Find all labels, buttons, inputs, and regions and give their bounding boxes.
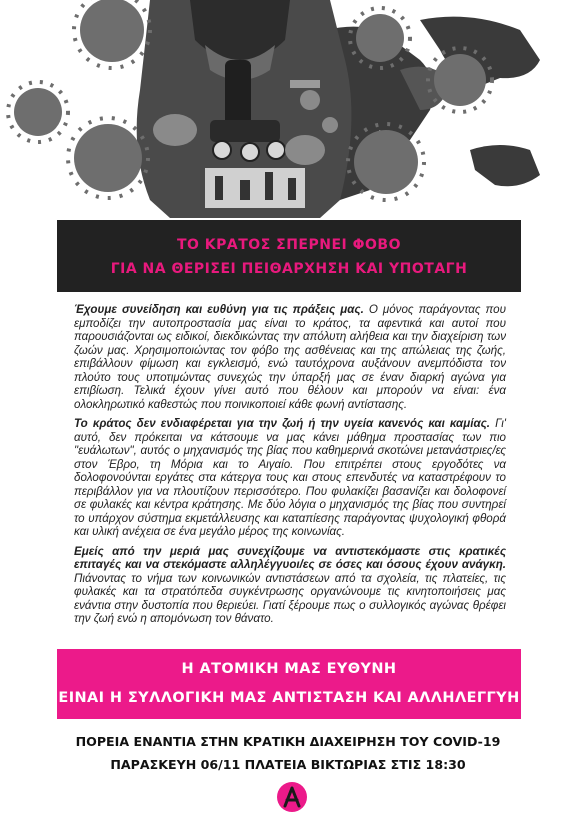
slogan-band <box>57 649 521 719</box>
paragraph-2-rest: Γι' αυτό, δεν πρόκειται να κάτσουμε να μας κάνει μάθημα προστασίας των πιο "ευάλωτων", αυτός ο μηχανισμός της βίας που καθημερινά σκοτώνει μετανάστριες/ες στον Έβρο, τη Μόρια και το Αιγαίο. Που επιτρέπει στους εργοδότες να δολοφονούνται εργάτες στα κάτεργα τους και στους επενδυτές να καταστρέφουν το περιβάλλον για να πλουτίζουν περισσότερο. Που φυλακίζει βασανίζει και δολοφονεί σε φυλακές και κέντρα κράτησης. Με δύο λόγια ο μηχανισμός της βίας που συντηρεί το υπάρχον σύστημα εκμετάλλευσης και καταπίεσης παράγοντας ψυχολογική φθορά και υλική ανέχεια σε ένα μεγάλο μέρος της κοινωνίας. <box>74 417 506 538</box>
microscope-lens <box>213 141 231 159</box>
body-text <box>74 303 506 632</box>
paragraph-2 <box>74 417 506 539</box>
anarchy-a-icon <box>277 782 307 812</box>
slogan-line-2: ΕΙΝΑΙ Η ΣΥΛΛΟΓΙΚΗ ΜΑΣ ΑΝΤΙΣΤΑΣΗ ΚΑΙ ΑΛΛΗΛΕΓΓΥΗ <box>58 690 520 706</box>
medal <box>322 117 338 133</box>
illustration-icon <box>0 0 576 218</box>
illustration <box>0 0 576 218</box>
paragraph-3 <box>74 545 506 626</box>
microscope-lens <box>241 143 259 161</box>
paragraph-1-rest: Ο μόνος παράγοντας που εμποδίζει την αυτοπροστασία μας είναι το κράτος, τα αφεντικά και αυτοί που παρουσιάζονται ως ειδικοί, διεκδικώντας την απόλυτη αλήθεια και την διαχείριση των ζωών μας. Χρησιμοποιώντας τον φόβο της ασθένειας και της απώλειας της ζωής, επιβάλλουν φίμωση και εγκλεισμό, ενώ ταυτόχρονα αυξάνουν ανεμπόδιστα τον πλούτο τους υποτιμώντας συνεχώς την ύπαρξή μας σε έναν διαρκή αγώνα για επιβίωση. Τελικά έχουν γίνει αυτό που θέλουν και μπορούν να είναι: ένα ολοκληρωτικό καθεστώς που ποινικοποιεί κάθε φωνή αντίστασης. <box>74 303 506 411</box>
header-line-2: ΓΙΑ ΝΑ ΘΕΡΙΣΕΙ ΠΕΙΘΑΡΧΗΣΗ ΚΑΙ ΥΠΟΤΑΓΗ <box>110 261 468 277</box>
paragraph-1-lead: Έχουμε συνείδηση και ευθύνη για τις πράξεις μας. <box>74 303 364 316</box>
virus-icon <box>74 0 150 68</box>
microscope-lens <box>267 141 285 159</box>
medal-ribbon <box>290 80 320 88</box>
paragraph-1 <box>74 303 506 411</box>
hand <box>153 114 197 146</box>
event-line-1: ΠΟΡΕΙΑ ΕΝΑΝΤΙΑ ΣΤΗΝ ΚΡΑΤΙΚΗ ΔΙΑΧΕΙΡΗΣΗ ΤΟΥ COVID-19 <box>75 734 501 749</box>
tiny-figure <box>215 176 223 200</box>
tiny-figure <box>288 178 296 200</box>
header-band <box>57 220 521 292</box>
hand <box>285 135 325 165</box>
medal <box>300 90 320 110</box>
map-continent <box>470 145 540 186</box>
virus-icon <box>68 118 148 198</box>
event-line-2: ΠΑΡΑΣΚΕΥΗ 06/11 ΠΛΑΤΕΙΑ ΒΙΚΤΩΡΙΑΣ ΣΤΙΣ 18:30 <box>110 757 466 772</box>
tiny-figure <box>265 172 273 200</box>
tiny-figure <box>240 180 250 200</box>
paragraph-2-lead: Το κράτος δεν ενδιαφέρεται για την ζωή ή την υγεία κανενός και καμίας. <box>74 417 491 430</box>
event-info <box>40 734 536 773</box>
paragraph-3-lead: Εμείς από την μεριά μας συνεχίζουμε να αντιστεκόμαστε στις κρατικές επιταγές και να στεκόμαστε αλληλέγγυοι/ες σε όσες και όσους έχουν ανάγκη. <box>74 544 506 571</box>
anarchy-logo <box>277 782 307 812</box>
microscope-stage <box>210 120 280 142</box>
slogan-line-1: Η ΑΤΟΜΙΚΗ ΜΑΣ ΕΥΘΥΝΗ <box>181 661 397 677</box>
virus-icon <box>8 82 68 142</box>
paragraph-3-rest: Πιάνοντας το νήμα των κοινωνικών αντιστάσεων από τα σχολεία, τις πλατείες, τις φυλακές και τα στρατόπεδα συγκέντρωσης οργανώνουμε τις κινητοποιήσεις μας ενάντια στην δυστοπία που θεριεύει. Γιατί ξέρουμε πως ο συλλογικός αγώνας θρέφει την ζωή ενώ η απομόνωση τον θάνατο. <box>74 571 506 625</box>
header-line-1: ΤΟ ΚΡΑΤΟΣ ΣΠΕΡΝΕΙ ΦΟΒΟ <box>176 237 401 253</box>
